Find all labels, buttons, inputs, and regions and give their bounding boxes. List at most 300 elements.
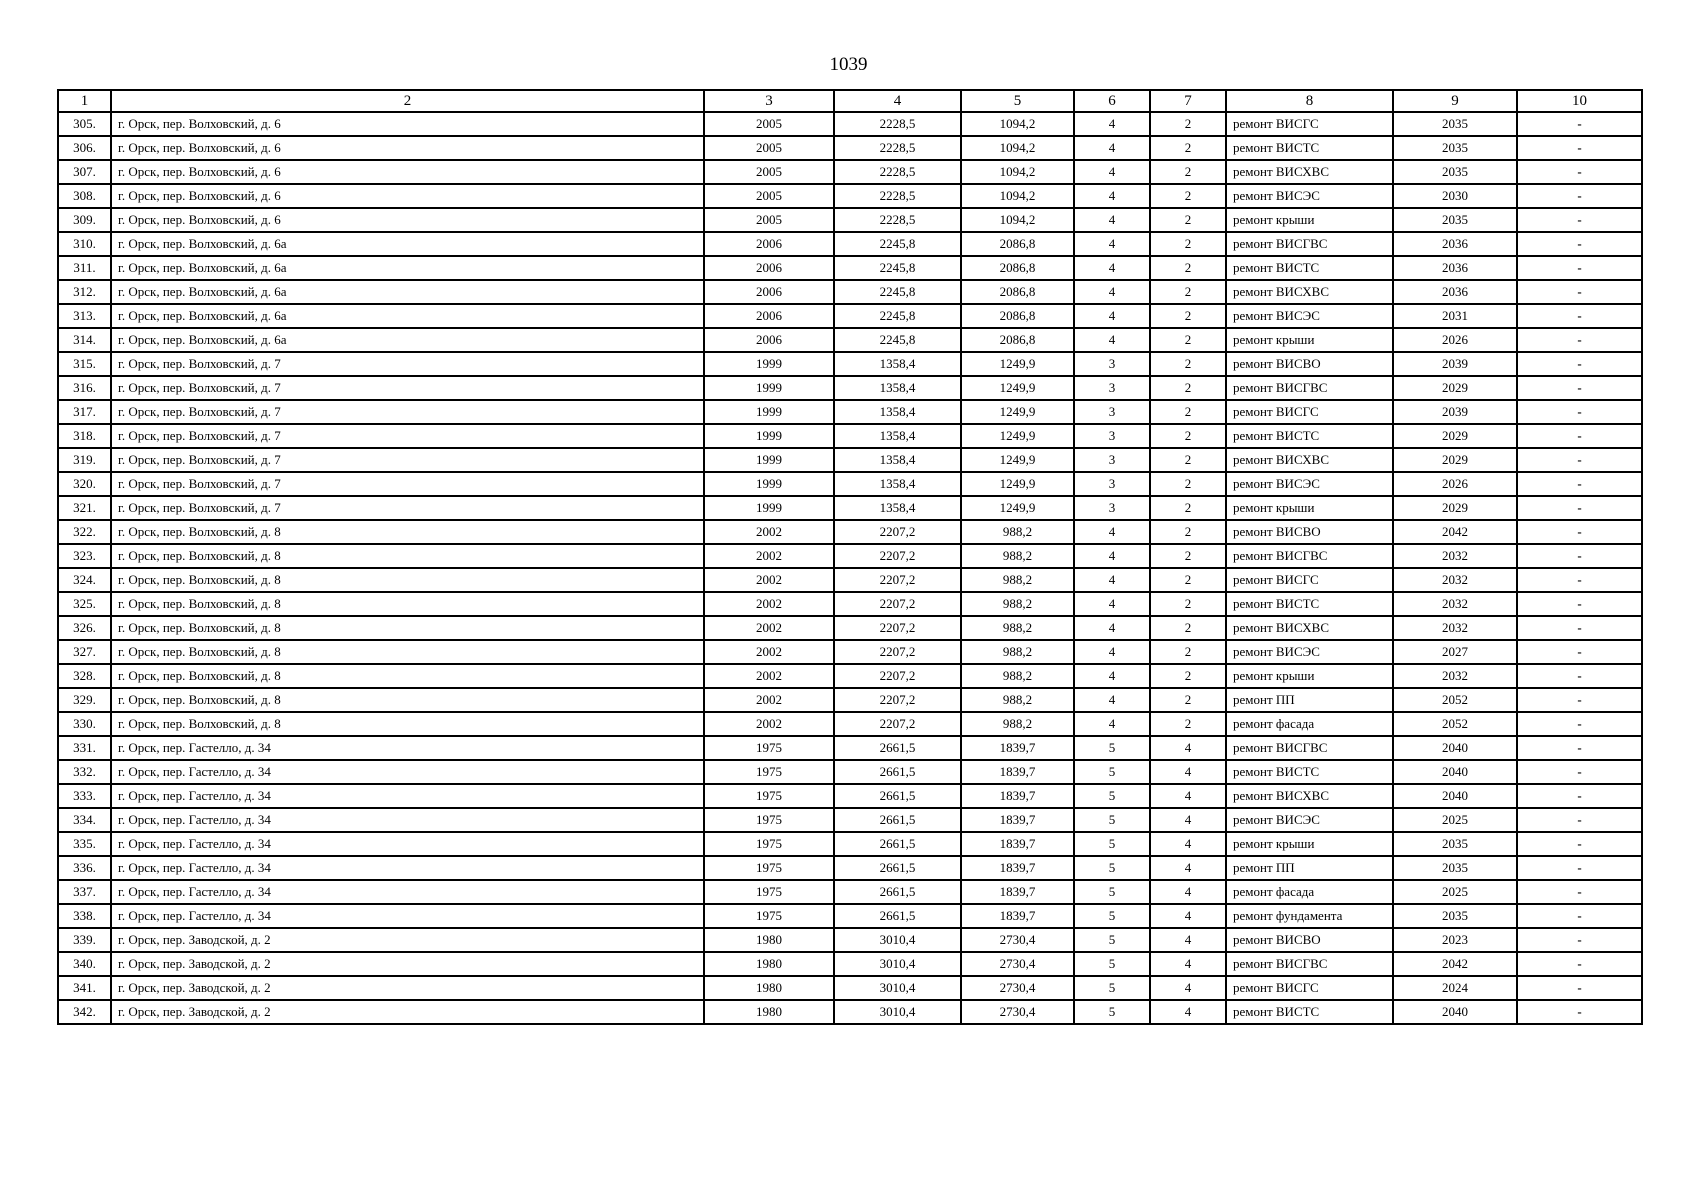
work-type-cell: ремонт крыши <box>1226 832 1393 856</box>
work-type-cell: ремонт ВИСГС <box>1226 976 1393 1000</box>
total-area-cell: 2661,5 <box>834 760 961 784</box>
address-cell: г. Орск, пер. Заводской, д. 2 <box>111 1000 704 1024</box>
floors-cell: 4 <box>1074 328 1150 352</box>
year-built-cell: 2002 <box>704 616 834 640</box>
address-cell: г. Орск, пер. Гастелло, д. 34 <box>111 784 704 808</box>
total-area-cell: 2661,5 <box>834 832 961 856</box>
header-cell: 8 <box>1226 90 1393 112</box>
work-type-cell: ремонт ВИСТС <box>1226 136 1393 160</box>
year-built-cell: 1975 <box>704 808 834 832</box>
planned-year-cell: 2035 <box>1393 160 1517 184</box>
note-cell: - <box>1517 304 1642 328</box>
entrances-cell: 4 <box>1150 760 1226 784</box>
row-number-cell: 340. <box>58 952 111 976</box>
year-built-cell: 1980 <box>704 928 834 952</box>
registry-table <box>57 89 1643 1025</box>
planned-year-cell: 2029 <box>1393 496 1517 520</box>
note-cell: - <box>1517 760 1642 784</box>
row-number-cell: 341. <box>58 976 111 1000</box>
living-area-cell: 1249,9 <box>961 496 1074 520</box>
note-cell: - <box>1517 568 1642 592</box>
work-type-cell: ремонт крыши <box>1226 208 1393 232</box>
note-cell: - <box>1517 952 1642 976</box>
planned-year-cell: 2040 <box>1393 760 1517 784</box>
address-cell: г. Орск, пер. Волховский, д. 8 <box>111 520 704 544</box>
living-area-cell: 1094,2 <box>961 112 1074 136</box>
row-number-cell: 306. <box>58 136 111 160</box>
floors-cell: 4 <box>1074 520 1150 544</box>
year-built-cell: 2006 <box>704 328 834 352</box>
table-row <box>58 736 1642 760</box>
total-area-cell: 2228,5 <box>834 160 961 184</box>
year-built-cell: 2006 <box>704 256 834 280</box>
table-row <box>58 544 1642 568</box>
work-type-cell: ремонт ВИСХВС <box>1226 448 1393 472</box>
living-area-cell: 988,2 <box>961 544 1074 568</box>
table-row <box>58 472 1642 496</box>
planned-year-cell: 2042 <box>1393 520 1517 544</box>
note-cell: - <box>1517 736 1642 760</box>
planned-year-cell: 2025 <box>1393 808 1517 832</box>
address-cell: г. Орск, пер. Гастелло, д. 34 <box>111 832 704 856</box>
header-cell: 9 <box>1393 90 1517 112</box>
total-area-cell: 2207,2 <box>834 616 961 640</box>
planned-year-cell: 2029 <box>1393 376 1517 400</box>
table-row <box>58 976 1642 1000</box>
row-number-cell: 309. <box>58 208 111 232</box>
living-area-cell: 1249,9 <box>961 400 1074 424</box>
floors-cell: 4 <box>1074 640 1150 664</box>
living-area-cell: 2730,4 <box>961 952 1074 976</box>
floors-cell: 4 <box>1074 688 1150 712</box>
table-row <box>58 616 1642 640</box>
planned-year-cell: 2035 <box>1393 856 1517 880</box>
living-area-cell: 1094,2 <box>961 208 1074 232</box>
year-built-cell: 2006 <box>704 232 834 256</box>
row-number-cell: 321. <box>58 496 111 520</box>
entrances-cell: 2 <box>1150 256 1226 280</box>
row-number-cell: 327. <box>58 640 111 664</box>
header-cell: 2 <box>111 90 704 112</box>
living-area-cell: 1094,2 <box>961 136 1074 160</box>
living-area-cell: 988,2 <box>961 616 1074 640</box>
year-built-cell: 2002 <box>704 520 834 544</box>
note-cell: - <box>1517 112 1642 136</box>
row-number-cell: 337. <box>58 880 111 904</box>
living-area-cell: 1839,7 <box>961 784 1074 808</box>
address-cell: г. Орск, пер. Волховский, д. 8 <box>111 616 704 640</box>
table-row <box>58 376 1642 400</box>
row-number-cell: 319. <box>58 448 111 472</box>
entrances-cell: 4 <box>1150 952 1226 976</box>
row-number-cell: 315. <box>58 352 111 376</box>
address-cell: г. Орск, пер. Гастелло, д. 34 <box>111 736 704 760</box>
year-built-cell: 2005 <box>704 208 834 232</box>
row-number-cell: 326. <box>58 616 111 640</box>
planned-year-cell: 2040 <box>1393 1000 1517 1024</box>
entrances-cell: 2 <box>1150 376 1226 400</box>
table-row <box>58 712 1642 736</box>
table-row <box>58 688 1642 712</box>
living-area-cell: 2086,8 <box>961 280 1074 304</box>
address-cell: г. Орск, пер. Волховский, д. 8 <box>111 664 704 688</box>
living-area-cell: 1249,9 <box>961 448 1074 472</box>
header-cell: 6 <box>1074 90 1150 112</box>
note-cell: - <box>1517 976 1642 1000</box>
planned-year-cell: 2035 <box>1393 904 1517 928</box>
address-cell: г. Орск, пер. Волховский, д. 6а <box>111 304 704 328</box>
entrances-cell: 2 <box>1150 520 1226 544</box>
note-cell: - <box>1517 352 1642 376</box>
work-type-cell: ремонт ВИСВО <box>1226 352 1393 376</box>
work-type-cell: ремонт ПП <box>1226 856 1393 880</box>
floors-cell: 4 <box>1074 256 1150 280</box>
year-built-cell: 1975 <box>704 760 834 784</box>
note-cell: - <box>1517 520 1642 544</box>
total-area-cell: 2661,5 <box>834 784 961 808</box>
year-built-cell: 2002 <box>704 712 834 736</box>
floors-cell: 4 <box>1074 568 1150 592</box>
living-area-cell: 2086,8 <box>961 328 1074 352</box>
floors-cell: 5 <box>1074 952 1150 976</box>
table-row <box>58 592 1642 616</box>
work-type-cell: ремонт ВИСГС <box>1226 568 1393 592</box>
entrances-cell: 2 <box>1150 184 1226 208</box>
work-type-cell: ремонт ВИСЭС <box>1226 304 1393 328</box>
total-area-cell: 1358,4 <box>834 352 961 376</box>
note-cell: - <box>1517 496 1642 520</box>
floors-cell: 4 <box>1074 544 1150 568</box>
planned-year-cell: 2035 <box>1393 112 1517 136</box>
year-built-cell: 1999 <box>704 472 834 496</box>
entrances-cell: 4 <box>1150 856 1226 880</box>
planned-year-cell: 2039 <box>1393 352 1517 376</box>
note-cell: - <box>1517 688 1642 712</box>
row-number-cell: 317. <box>58 400 111 424</box>
table-row <box>58 760 1642 784</box>
planned-year-cell: 2032 <box>1393 616 1517 640</box>
table-row <box>58 400 1642 424</box>
planned-year-cell: 2024 <box>1393 976 1517 1000</box>
living-area-cell: 1839,7 <box>961 904 1074 928</box>
total-area-cell: 2661,5 <box>834 856 961 880</box>
header-cell: 5 <box>961 90 1074 112</box>
row-number-cell: 323. <box>58 544 111 568</box>
planned-year-cell: 2035 <box>1393 208 1517 232</box>
total-area-cell: 2207,2 <box>834 640 961 664</box>
work-type-cell: ремонт ВИСТС <box>1226 760 1393 784</box>
table-row <box>58 496 1642 520</box>
note-cell: - <box>1517 1000 1642 1024</box>
work-type-cell: ремонт ВИСХВС <box>1226 280 1393 304</box>
address-cell: г. Орск, пер. Волховский, д. 7 <box>111 448 704 472</box>
total-area-cell: 2207,2 <box>834 664 961 688</box>
total-area-cell: 2661,5 <box>834 904 961 928</box>
header-cell: 7 <box>1150 90 1226 112</box>
work-type-cell: ремонт ВИСГВС <box>1226 952 1393 976</box>
row-number-cell: 311. <box>58 256 111 280</box>
work-type-cell: ремонт ВИСЭС <box>1226 184 1393 208</box>
living-area-cell: 1839,7 <box>961 832 1074 856</box>
note-cell: - <box>1517 544 1642 568</box>
living-area-cell: 988,2 <box>961 592 1074 616</box>
entrances-cell: 2 <box>1150 160 1226 184</box>
entrances-cell: 2 <box>1150 424 1226 448</box>
living-area-cell: 1839,7 <box>961 808 1074 832</box>
living-area-cell: 1839,7 <box>961 856 1074 880</box>
year-built-cell: 1999 <box>704 448 834 472</box>
row-number-cell: 331. <box>58 736 111 760</box>
floors-cell: 4 <box>1074 592 1150 616</box>
note-cell: - <box>1517 136 1642 160</box>
planned-year-cell: 2036 <box>1393 256 1517 280</box>
total-area-cell: 2207,2 <box>834 688 961 712</box>
note-cell: - <box>1517 376 1642 400</box>
entrances-cell: 2 <box>1150 640 1226 664</box>
note-cell: - <box>1517 664 1642 688</box>
entrances-cell: 2 <box>1150 472 1226 496</box>
planned-year-cell: 2032 <box>1393 568 1517 592</box>
planned-year-cell: 2032 <box>1393 544 1517 568</box>
address-cell: г. Орск, пер. Гастелло, д. 34 <box>111 880 704 904</box>
total-area-cell: 2207,2 <box>834 520 961 544</box>
work-type-cell: ремонт ВИСТС <box>1226 1000 1393 1024</box>
work-type-cell: ремонт ВИСГВС <box>1226 736 1393 760</box>
work-type-cell: ремонт ВИСГС <box>1226 400 1393 424</box>
floors-cell: 3 <box>1074 400 1150 424</box>
total-area-cell: 2228,5 <box>834 112 961 136</box>
row-number-cell: 312. <box>58 280 111 304</box>
header-cell: 4 <box>834 90 961 112</box>
row-number-cell: 334. <box>58 808 111 832</box>
table-row <box>58 784 1642 808</box>
planned-year-cell: 2029 <box>1393 448 1517 472</box>
total-area-cell: 1358,4 <box>834 424 961 448</box>
table-row <box>58 1000 1642 1024</box>
row-number-cell: 308. <box>58 184 111 208</box>
entrances-cell: 2 <box>1150 232 1226 256</box>
total-area-cell: 3010,4 <box>834 976 961 1000</box>
table-row <box>58 304 1642 328</box>
entrances-cell: 2 <box>1150 664 1226 688</box>
note-cell: - <box>1517 592 1642 616</box>
entrances-cell: 2 <box>1150 280 1226 304</box>
table-row <box>58 136 1642 160</box>
note-cell: - <box>1517 160 1642 184</box>
total-area-cell: 3010,4 <box>834 1000 961 1024</box>
work-type-cell: ремонт ВИСГВС <box>1226 376 1393 400</box>
work-type-cell: ремонт ВИСГВС <box>1226 544 1393 568</box>
living-area-cell: 2730,4 <box>961 976 1074 1000</box>
work-type-cell: ремонт ВИСТС <box>1226 592 1393 616</box>
note-cell: - <box>1517 232 1642 256</box>
work-type-cell: ремонт ВИСГС <box>1226 112 1393 136</box>
work-type-cell: ремонт ВИСВО <box>1226 520 1393 544</box>
row-number-cell: 333. <box>58 784 111 808</box>
row-number-cell: 324. <box>58 568 111 592</box>
planned-year-cell: 2035 <box>1393 136 1517 160</box>
planned-year-cell: 2026 <box>1393 472 1517 496</box>
work-type-cell: ремонт крыши <box>1226 664 1393 688</box>
table-row <box>58 928 1642 952</box>
work-type-cell: ремонт ПП <box>1226 688 1393 712</box>
address-cell: г. Орск, пер. Волховский, д. 7 <box>111 376 704 400</box>
address-cell: г. Орск, пер. Волховский, д. 6 <box>111 112 704 136</box>
entrances-cell: 2 <box>1150 400 1226 424</box>
year-built-cell: 2005 <box>704 160 834 184</box>
work-type-cell: ремонт ВИСТС <box>1226 424 1393 448</box>
living-area-cell: 988,2 <box>961 640 1074 664</box>
year-built-cell: 1980 <box>704 952 834 976</box>
table-row <box>58 856 1642 880</box>
address-cell: г. Орск, пер. Гастелло, д. 34 <box>111 856 704 880</box>
work-type-cell: ремонт ВИСЭС <box>1226 472 1393 496</box>
total-area-cell: 2207,2 <box>834 592 961 616</box>
address-cell: г. Орск, пер. Волховский, д. 6 <box>111 208 704 232</box>
living-area-cell: 1249,9 <box>961 352 1074 376</box>
total-area-cell: 2245,8 <box>834 328 961 352</box>
note-cell: - <box>1517 640 1642 664</box>
planned-year-cell: 2039 <box>1393 400 1517 424</box>
entrances-cell: 2 <box>1150 112 1226 136</box>
work-type-cell: ремонт ВИСЭС <box>1226 808 1393 832</box>
year-built-cell: 2005 <box>704 136 834 160</box>
year-built-cell: 1999 <box>704 400 834 424</box>
floors-cell: 4 <box>1074 304 1150 328</box>
floors-cell: 4 <box>1074 208 1150 232</box>
work-type-cell: ремонт фасада <box>1226 880 1393 904</box>
planned-year-cell: 2052 <box>1393 712 1517 736</box>
year-built-cell: 2002 <box>704 688 834 712</box>
address-cell: г. Орск, пер. Волховский, д. 6 <box>111 184 704 208</box>
year-built-cell: 1999 <box>704 376 834 400</box>
header-row <box>58 90 1642 112</box>
row-number-cell: 305. <box>58 112 111 136</box>
note-cell: - <box>1517 424 1642 448</box>
total-area-cell: 2207,2 <box>834 544 961 568</box>
floors-cell: 4 <box>1074 712 1150 736</box>
note-cell: - <box>1517 256 1642 280</box>
year-built-cell: 1975 <box>704 784 834 808</box>
note-cell: - <box>1517 808 1642 832</box>
planned-year-cell: 2025 <box>1393 880 1517 904</box>
planned-year-cell: 2032 <box>1393 664 1517 688</box>
year-built-cell: 1980 <box>704 976 834 1000</box>
address-cell: г. Орск, пер. Волховский, д. 8 <box>111 544 704 568</box>
total-area-cell: 3010,4 <box>834 952 961 976</box>
note-cell: - <box>1517 400 1642 424</box>
total-area-cell: 1358,4 <box>834 400 961 424</box>
address-cell: г. Орск, пер. Волховский, д. 6а <box>111 328 704 352</box>
living-area-cell: 988,2 <box>961 712 1074 736</box>
row-number-cell: 307. <box>58 160 111 184</box>
note-cell: - <box>1517 832 1642 856</box>
note-cell: - <box>1517 280 1642 304</box>
address-cell: г. Орск, пер. Заводской, д. 2 <box>111 976 704 1000</box>
planned-year-cell: 2023 <box>1393 928 1517 952</box>
note-cell: - <box>1517 328 1642 352</box>
work-type-cell: ремонт ВИСХВС <box>1226 616 1393 640</box>
table-row <box>58 256 1642 280</box>
address-cell: г. Орск, пер. Гастелло, д. 34 <box>111 760 704 784</box>
floors-cell: 4 <box>1074 280 1150 304</box>
entrances-cell: 2 <box>1150 496 1226 520</box>
entrances-cell: 4 <box>1150 880 1226 904</box>
planned-year-cell: 2029 <box>1393 424 1517 448</box>
row-number-cell: 342. <box>58 1000 111 1024</box>
note-cell: - <box>1517 448 1642 472</box>
year-built-cell: 2005 <box>704 184 834 208</box>
work-type-cell: ремонт ВИСВО <box>1226 928 1393 952</box>
year-built-cell: 1975 <box>704 832 834 856</box>
note-cell: - <box>1517 928 1642 952</box>
address-cell: г. Орск, пер. Волховский, д. 6а <box>111 256 704 280</box>
table-row <box>58 808 1642 832</box>
note-cell: - <box>1517 472 1642 496</box>
address-cell: г. Орск, пер. Гастелло, д. 34 <box>111 808 704 832</box>
address-cell: г. Орск, пер. Волховский, д. 8 <box>111 712 704 736</box>
living-area-cell: 1249,9 <box>961 424 1074 448</box>
year-built-cell: 2002 <box>704 664 834 688</box>
total-area-cell: 2228,5 <box>834 184 961 208</box>
work-type-cell: ремонт фасада <box>1226 712 1393 736</box>
note-cell: - <box>1517 880 1642 904</box>
row-number-cell: 325. <box>58 592 111 616</box>
note-cell: - <box>1517 184 1642 208</box>
address-cell: г. Орск, пер. Гастелло, д. 34 <box>111 904 704 928</box>
address-cell: г. Орск, пер. Волховский, д. 8 <box>111 688 704 712</box>
work-type-cell: ремонт фундамента <box>1226 904 1393 928</box>
total-area-cell: 1358,4 <box>834 448 961 472</box>
address-cell: г. Орск, пер. Заводской, д. 2 <box>111 952 704 976</box>
table-row <box>58 640 1642 664</box>
note-cell: - <box>1517 208 1642 232</box>
floors-cell: 3 <box>1074 352 1150 376</box>
entrances-cell: 2 <box>1150 616 1226 640</box>
living-area-cell: 2730,4 <box>961 1000 1074 1024</box>
note-cell: - <box>1517 784 1642 808</box>
planned-year-cell: 2040 <box>1393 784 1517 808</box>
address-cell: г. Орск, пер. Волховский, д. 6 <box>111 136 704 160</box>
total-area-cell: 1358,4 <box>834 496 961 520</box>
entrances-cell: 4 <box>1150 904 1226 928</box>
entrances-cell: 4 <box>1150 736 1226 760</box>
total-area-cell: 2245,8 <box>834 304 961 328</box>
header-cell: 3 <box>704 90 834 112</box>
table-row <box>58 328 1642 352</box>
floors-cell: 3 <box>1074 496 1150 520</box>
table-row <box>58 112 1642 136</box>
entrances-cell: 2 <box>1150 304 1226 328</box>
planned-year-cell: 2036 <box>1393 280 1517 304</box>
floors-cell: 5 <box>1074 1000 1150 1024</box>
table-row <box>58 232 1642 256</box>
living-area-cell: 1249,9 <box>961 472 1074 496</box>
total-area-cell: 2245,8 <box>834 256 961 280</box>
total-area-cell: 1358,4 <box>834 376 961 400</box>
table-row <box>58 280 1642 304</box>
row-number-cell: 330. <box>58 712 111 736</box>
floors-cell: 3 <box>1074 448 1150 472</box>
table-row <box>58 424 1642 448</box>
address-cell: г. Орск, пер. Волховский, д. 6а <box>111 280 704 304</box>
address-cell: г. Орск, пер. Волховский, д. 6 <box>111 160 704 184</box>
total-area-cell: 2661,5 <box>834 808 961 832</box>
work-type-cell: ремонт ВИСТС <box>1226 256 1393 280</box>
row-number-cell: 322. <box>58 520 111 544</box>
planned-year-cell: 2040 <box>1393 736 1517 760</box>
address-cell: г. Орск, пер. Волховский, д. 8 <box>111 640 704 664</box>
